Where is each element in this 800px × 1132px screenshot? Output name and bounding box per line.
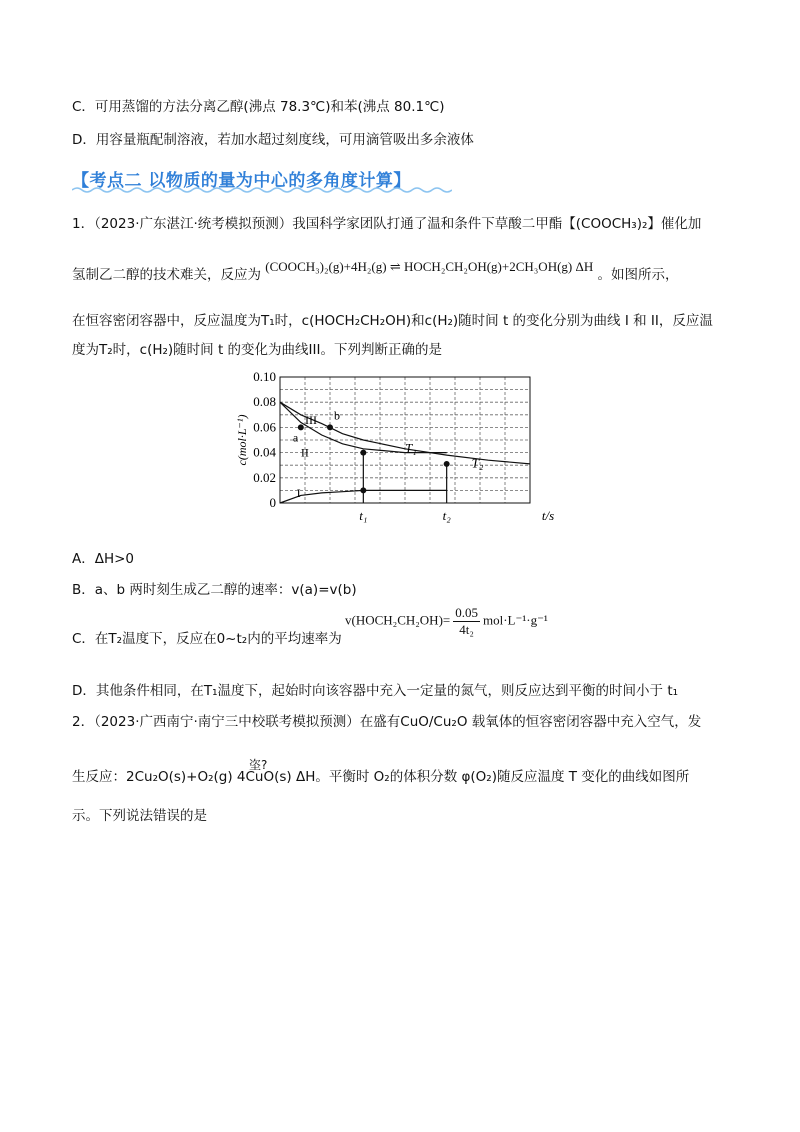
equilibrium-arrow-glyph: 垐? [249,758,268,772]
point-label-a: a [292,430,299,445]
q1-line3: 在恒容密闭容器中，反应温度为T₁时，c(HOCH₂CH₂OH)和c(H₂)随时间 t 的变化分别为曲线 I 和 II，反应温 [72,313,713,329]
y-axis-label: c(mol·L⁻¹) [235,414,249,466]
q2-line1: 2．（2023·广西南宁·南宁三中校联考模拟预测）在盛有CuO/Cu₂O 载氧体的恒容密闭容器中充入空气，发 [72,714,702,730]
y-tick-label: 0 [269,495,276,510]
point-label-b: b [334,408,340,423]
y-tick-label: 0.08 [253,394,276,410]
rate-denominator: 4t₂ [459,622,474,637]
q2-line3: 示。下列说法错误的是 [72,808,207,824]
reaction-equation: (COOCH₃)₂(g)+4H₂(g) ⇌ HOCH₂CH₂OH(g)+2CH₃OH(g) ΔH [265,259,594,274]
rate-fraction [453,605,480,638]
series-label-III: III [305,412,317,427]
series-label-I: I [296,485,301,500]
temperature-label: T₁ [405,440,417,456]
option-d-prev: D．用容量瓶配制溶液，若加水超过刻度线，可用滴管吸出多余液体 [72,132,474,148]
q2-line2: 生反应：2Cu₂O(s)+O₂(g) 4CuO(s) ΔH。平衡时 O₂的体积分数 φ(O₂)随反应温度 T 变化的曲线如图所 [72,769,690,785]
section-heading: 【考点二 以物质的量为中心的多角度计算】 [72,171,411,191]
x-tick-label: t₁ [359,508,368,523]
rate-lhs: v(HOCH₂CH₂OH)= [345,612,451,628]
series-label-II: II [300,445,309,460]
x-axis-label: t/s [541,508,555,523]
y-tick-label: 0.02 [253,469,276,485]
point-b [327,424,333,430]
q1-line2-post: 。如图所示， [597,267,679,283]
q1-line4: 度为T₂时，c(H₂)随时间 t 的变化为曲线III。下列判断正确的是 [72,342,442,358]
y-tick-label: 0.06 [253,419,276,435]
equilibrium-point [444,461,450,467]
equilibrium-point [360,487,366,493]
equilibrium-point [360,450,366,456]
y-tick-label: 0.10 [253,369,276,384]
temperature-label: T₂ [471,455,484,471]
q1-line1: 1．（2023·广东湛江·统考模拟预测）我国科学家团队打通了温和条件下草酸二甲酯【(COOCH₃)₂】催化加 [72,216,702,232]
x-tick-label: t₂ [442,508,451,523]
rate-formula [345,605,548,638]
option-c-prev: C．可用蒸馏的方法分离乙醇(沸点 78.3℃)和苯(沸点 80.1℃) [72,99,445,115]
y-tick-label: 0.04 [253,444,276,460]
option-a: A．ΔH>0 [72,551,135,567]
rate-numerator: 0.05 [455,605,478,620]
heading-underline [72,186,452,194]
option-b: B．a、b 两时刻生成乙二醇的速率：v(a)=v(b) [72,582,357,598]
q1-line2-pre: 氢制乙二醇的技术难关，反应为 [72,267,261,283]
q1-line2 [72,259,679,285]
point-a [298,424,304,430]
rate-unit: mol·L⁻¹·g⁻¹ [482,612,548,628]
concentration-chart [232,360,592,530]
option-c: C．在T₂温度下，反应在0~t₂内的平均速率为 [72,631,342,647]
option-d: D．其他条件相同，在T₁温度下，起始时向该容器中充入一定量的氮气，则反应达到平衡的时间小于 t₁ [72,683,679,699]
